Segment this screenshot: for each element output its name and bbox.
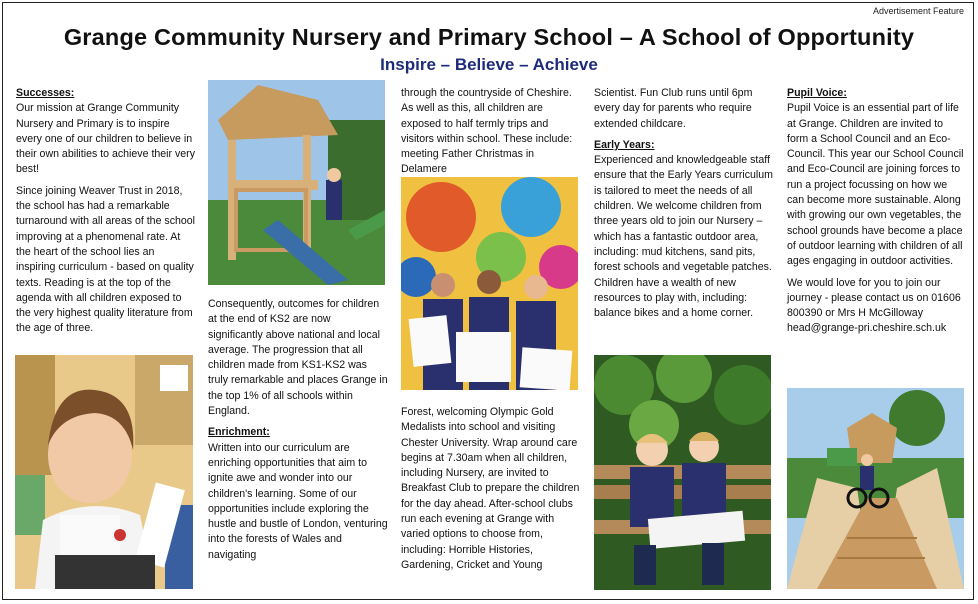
outcomes-paragraph: Consequently, outcomes for children at the end of KS2 are now significantly above national and local average. The progression that all children made from KS1-KS2 was truly remarkable and places Grange in the top 1% of all schools within England. [208,298,388,418]
column-pupil-voice [787,86,967,343]
column-early-years [594,86,774,327]
page-title: Grange Community Nursery and Primary School – A School of Opportunity [63,24,915,50]
photo-climbing-frame [208,80,385,285]
column-successes [16,86,196,343]
photo-children-on-bench [594,355,771,590]
advertisement-label: Advertisement Feature [872,6,964,16]
column-outcomes-enrichment [208,297,388,569]
photo-three-pupils-artwork [401,177,578,390]
pupil-voice-heading: Pupil Voice: [787,87,847,99]
successes-paragraph-1: Our mission at Grange Community Nursery and Primary is to inspire every one of our children to believe in their own abilities to achieve their very best! [16,102,196,176]
photo-child-on-bridge [787,388,964,589]
successes-heading: Successes: [16,87,75,99]
photo-boy-with-bookmark [15,355,193,589]
enrichment-heading: Enrichment: [208,426,270,439]
enrichment-paragraph: Written into our curriculum are enriching opportunities that aim to ignite awe and wonder into our children's learning. Some of our opportunities include exploring the hustle and bustle of London, venturing into the forests of Wales and navigating [208,441,388,561]
trips-paragraph: through the countryside of Cheshire. As well as this, all children are exposed to half termly trips and visitors within school. These include: meeting Father Christmas in Delamere [401,87,573,176]
early-years-paragraph: Experienced and knowledgeable staff ensure that the Early Years curriculum is tailored to meet the needs of all children. We welcome children from three years old to join our Nursery – which has a fantastic outdoor area, including: mud kitchens, sand pits, forest schools and vegetable patches. Children have a wealth of new resources to play with, including: balance bikes and a home corner. [594,154,774,320]
column-trips-top [401,86,581,184]
fun-club-paragraph: Scientist. Fun Club runs until 6pm every day for parents who require extended childcare. [594,87,753,130]
contact-paragraph: We would love for you to join our journey - please contact us on 01606 800390 or Mrs H McGilloway head@grange-pri.cheshire.sch.uk [787,276,961,335]
page-subtitle: Inspire – Believe – Achieve [380,55,598,74]
pupil-voice-paragraph: Pupil Voice is an essential part of life at Grange. Children are invited to form a School Council and an Eco-Council. This year our School Council and Eco-Council are joining forces to run a project focussing on how we can become more sustainable. Along with growing our own vegetables, the school grounds have become a place of outdoor learning with children of all ages engaging in outdoor activities. [787,102,964,268]
clubs-paragraph: Forest, welcoming Olympic Gold Medalists into school and visiting Chester University. Wrap around care begins at 7.30am when all children, including Nursery, are invited to Breakfast Club to prepare the children for the day ahead. After-school clubs run each evening at Grange with varied options to choose from, including: Horrible Histories, Gardening, Cricket and Young [401,406,580,571]
successes-paragraph-2: Since joining Weaver Trust in 2018, the school has had a remarkable turnaround with all areas of the school improving at a phenomenal rate. At the heart of the school lies an inspiring curriculum - based on quality texts. Reading is at the top of the agenda with all children exposed to the very highest quality literature from the age of three. [16,184,196,335]
early-years-heading: Early Years: [594,138,655,151]
column-trips-bottom [401,405,581,579]
